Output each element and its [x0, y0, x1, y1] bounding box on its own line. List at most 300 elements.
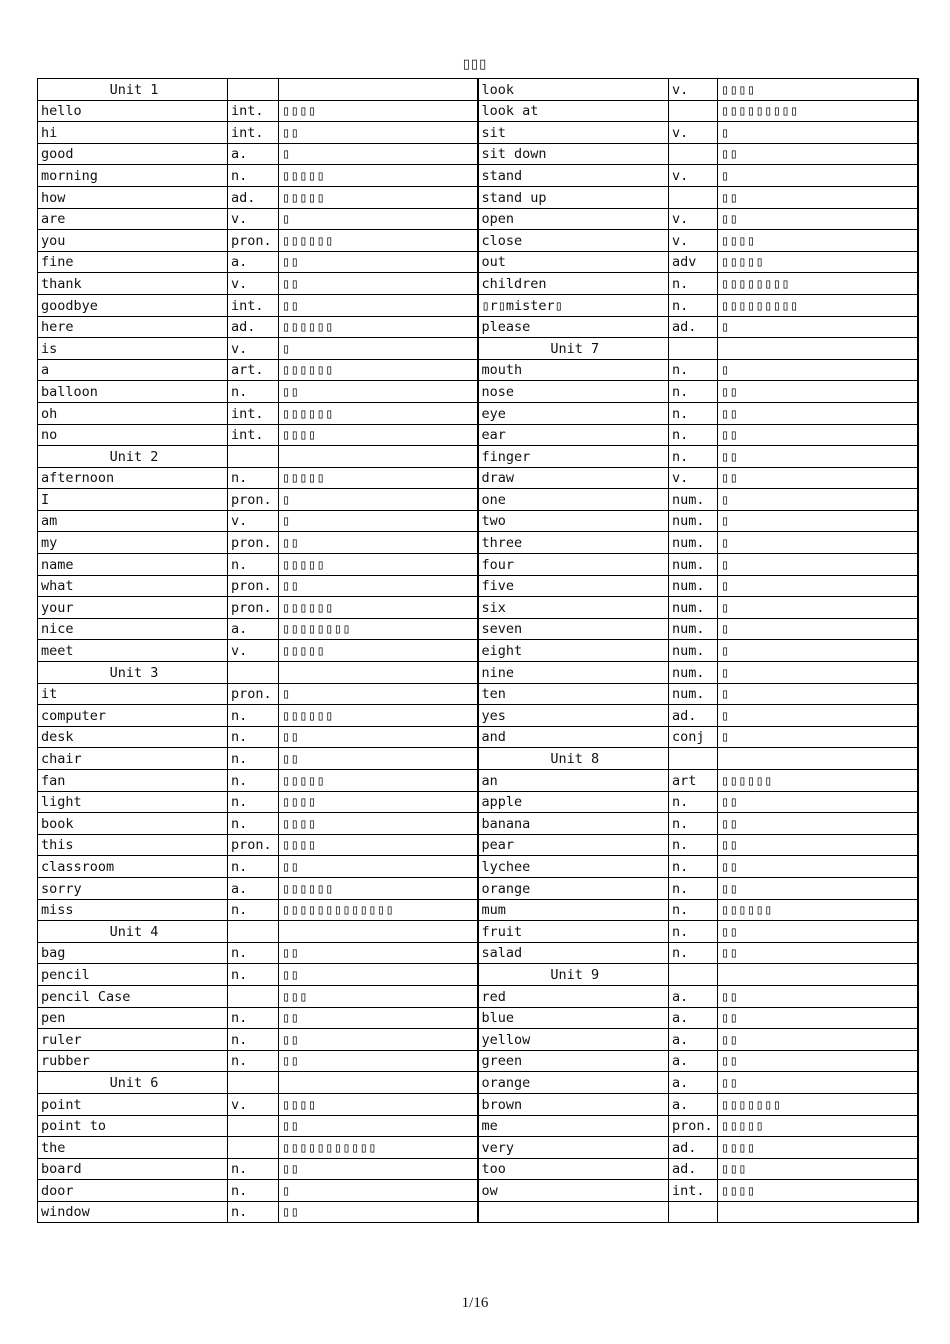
table-row — [38, 899, 918, 921]
table-row — [38, 1180, 918, 1202]
right-translation-cell: ▯▯▯▯▯▯▯▯▯ — [718, 100, 918, 122]
left-word-cell: window — [38, 1201, 228, 1223]
table-row — [38, 467, 918, 489]
left-word-cell: no — [38, 424, 228, 446]
left-word-cell: thank — [38, 273, 228, 295]
right-word-cell: yellow — [478, 1029, 669, 1051]
right-translation-cell — [718, 338, 918, 360]
right-part-of-speech-cell: adv — [669, 251, 718, 273]
right-translation-cell: ▯▯ — [718, 1007, 918, 1029]
unit-heading: Unit 3 — [38, 662, 228, 684]
right-word-cell: two — [478, 510, 669, 532]
right-word-cell: close — [478, 230, 669, 252]
right-part-of-speech-cell — [669, 186, 718, 208]
right-translation-cell: ▯▯▯▯▯ — [718, 1115, 918, 1137]
table-row — [38, 575, 918, 597]
right-translation-cell: ▯ — [718, 165, 918, 187]
left-part-of-speech-cell: pron. — [228, 834, 279, 856]
right-word-cell: too — [478, 1158, 669, 1180]
left-part-of-speech-cell: v. — [228, 1093, 279, 1115]
left-part-of-speech-cell: v. — [228, 510, 279, 532]
right-part-of-speech-cell: n. — [669, 813, 718, 835]
left-translation-cell — [279, 1072, 478, 1094]
right-part-of-speech-cell: num. — [669, 618, 718, 640]
right-part-of-speech-cell: n. — [669, 791, 718, 813]
left-part-of-speech-cell — [228, 446, 279, 468]
table-row — [38, 662, 918, 684]
table-row — [38, 316, 918, 338]
right-word-cell: me — [478, 1115, 669, 1137]
left-word-cell: your — [38, 597, 228, 619]
right-part-of-speech-cell: conj — [669, 726, 718, 748]
right-word-cell: out — [478, 251, 669, 273]
left-translation-cell: ▯▯ — [279, 1007, 478, 1029]
table-row — [38, 640, 918, 662]
left-translation-cell — [279, 662, 478, 684]
right-word-cell: seven — [478, 618, 669, 640]
left-word-cell: door — [38, 1180, 228, 1202]
right-translation-cell: ▯▯ — [718, 856, 918, 878]
left-word-cell: fan — [38, 770, 228, 792]
right-translation-cell: ▯ — [718, 705, 918, 727]
right-word-cell: five — [478, 575, 669, 597]
right-translation-cell: ▯ — [718, 618, 918, 640]
left-part-of-speech-cell: a. — [228, 251, 279, 273]
left-word-cell: good — [38, 143, 228, 165]
left-translation-cell: ▯▯▯▯▯ — [279, 186, 478, 208]
table-row — [38, 208, 918, 230]
left-translation-cell: ▯▯ — [279, 856, 478, 878]
table-row — [38, 165, 918, 187]
right-translation-cell: ▯ — [718, 683, 918, 705]
table-row — [38, 510, 918, 532]
left-word-cell: what — [38, 575, 228, 597]
right-translation-cell: ▯▯▯▯ — [718, 1180, 918, 1202]
left-part-of-speech-cell: pron. — [228, 575, 279, 597]
right-word-cell: stand — [478, 165, 669, 187]
right-word-cell: orange — [478, 1072, 669, 1094]
left-word-cell: afternoon — [38, 467, 228, 489]
right-part-of-speech-cell — [669, 143, 718, 165]
right-translation-cell: ▯▯ — [718, 877, 918, 899]
table-row — [38, 964, 918, 986]
left-part-of-speech-cell: n. — [228, 1050, 279, 1072]
table-row — [38, 402, 918, 424]
left-part-of-speech-cell: n. — [228, 770, 279, 792]
left-part-of-speech-cell: n. — [228, 813, 279, 835]
right-word-cell: and — [478, 726, 669, 748]
unit-heading: Unit 9 — [478, 964, 669, 986]
right-word-cell: fruit — [478, 921, 669, 943]
left-part-of-speech-cell: pron. — [228, 532, 279, 554]
right-part-of-speech-cell: v. — [669, 79, 718, 101]
right-translation-cell: ▯▯ — [718, 791, 918, 813]
table-row — [38, 726, 918, 748]
left-word-cell: bag — [38, 942, 228, 964]
right-part-of-speech-cell: num. — [669, 510, 718, 532]
right-part-of-speech-cell: ad. — [669, 1158, 718, 1180]
left-translation-cell: ▯▯▯▯▯ — [279, 640, 478, 662]
left-word-cell: goodbye — [38, 294, 228, 316]
left-translation-cell: ▯▯ — [279, 726, 478, 748]
left-part-of-speech-cell: n. — [228, 748, 279, 770]
left-part-of-speech-cell — [228, 1072, 279, 1094]
right-part-of-speech-cell: n. — [669, 273, 718, 295]
right-translation-cell: ▯ — [718, 662, 918, 684]
left-part-of-speech-cell: n. — [228, 791, 279, 813]
right-word-cell: an — [478, 770, 669, 792]
left-part-of-speech-cell — [228, 1115, 279, 1137]
right-word-cell: look at — [478, 100, 669, 122]
left-translation-cell — [279, 79, 478, 101]
left-translation-cell: ▯▯▯▯ — [279, 1093, 478, 1115]
table-row — [38, 1115, 918, 1137]
right-word-cell: ear — [478, 424, 669, 446]
right-part-of-speech-cell: ad. — [669, 316, 718, 338]
left-word-cell: are — [38, 208, 228, 230]
unit-heading: Unit 4 — [38, 921, 228, 943]
right-translation-cell: ▯▯▯▯▯▯▯ — [718, 1093, 918, 1115]
table-row — [38, 683, 918, 705]
right-part-of-speech-cell: n. — [669, 856, 718, 878]
right-translation-cell: ▯▯ — [718, 942, 918, 964]
right-word-cell: draw — [478, 467, 669, 489]
left-word-cell: pencil Case — [38, 985, 228, 1007]
right-translation-cell: ▯ — [718, 640, 918, 662]
table-row — [38, 877, 918, 899]
right-word-cell: banana — [478, 813, 669, 835]
right-word-cell: three — [478, 532, 669, 554]
left-translation-cell: ▯▯▯▯▯▯▯▯▯▯▯ — [279, 1137, 478, 1159]
left-part-of-speech-cell: n. — [228, 942, 279, 964]
right-word-cell: open — [478, 208, 669, 230]
left-part-of-speech-cell: n. — [228, 1007, 279, 1029]
right-part-of-speech-cell: num. — [669, 554, 718, 576]
right-translation-cell: ▯▯ — [718, 1029, 918, 1051]
right-word-cell: ▯r▯mister▯ — [478, 294, 669, 316]
right-part-of-speech-cell: num. — [669, 662, 718, 684]
right-word-cell: please — [478, 316, 669, 338]
vocabulary-table — [37, 78, 919, 1223]
left-word-cell: here — [38, 316, 228, 338]
left-translation-cell — [279, 446, 478, 468]
right-translation-cell: ▯▯▯▯▯▯ — [718, 899, 918, 921]
unit-heading: Unit 2 — [38, 446, 228, 468]
right-part-of-speech-cell: n. — [669, 899, 718, 921]
table-row — [38, 79, 918, 101]
right-part-of-speech-cell: n. — [669, 921, 718, 943]
left-translation-cell: ▯▯▯▯ — [279, 791, 478, 813]
right-translation-cell: ▯▯ — [718, 834, 918, 856]
left-part-of-speech-cell: art. — [228, 359, 279, 381]
right-part-of-speech-cell — [669, 964, 718, 986]
table-row — [38, 834, 918, 856]
right-part-of-speech-cell: ad. — [669, 1137, 718, 1159]
table-row — [38, 143, 918, 165]
left-part-of-speech-cell: n. — [228, 554, 279, 576]
right-part-of-speech-cell: n. — [669, 359, 718, 381]
left-word-cell: light — [38, 791, 228, 813]
right-word-cell: salad — [478, 942, 669, 964]
left-word-cell: board — [38, 1158, 228, 1180]
left-translation-cell: ▯▯ — [279, 1029, 478, 1051]
right-translation-cell: ▯▯ — [718, 381, 918, 403]
right-translation-cell: ▯▯▯ — [718, 1158, 918, 1180]
left-translation-cell — [279, 921, 478, 943]
right-word-cell: children — [478, 273, 669, 295]
right-word-cell: eight — [478, 640, 669, 662]
left-part-of-speech-cell: a. — [228, 143, 279, 165]
left-part-of-speech-cell: int. — [228, 100, 279, 122]
left-part-of-speech-cell: a. — [228, 877, 279, 899]
left-word-cell: rubber — [38, 1050, 228, 1072]
right-translation-cell: ▯ — [718, 726, 918, 748]
left-part-of-speech-cell: v. — [228, 640, 279, 662]
right-part-of-speech-cell: a. — [669, 1072, 718, 1094]
left-part-of-speech-cell: int. — [228, 294, 279, 316]
left-part-of-speech-cell: n. — [228, 165, 279, 187]
left-part-of-speech-cell: n. — [228, 381, 279, 403]
left-word-cell: morning — [38, 165, 228, 187]
table-row — [38, 1007, 918, 1029]
right-part-of-speech-cell: v. — [669, 122, 718, 144]
table-row — [38, 554, 918, 576]
left-translation-cell: ▯▯ — [279, 942, 478, 964]
table-row — [38, 230, 918, 252]
left-word-cell: point to — [38, 1115, 228, 1137]
left-translation-cell: ▯ — [279, 338, 478, 360]
left-part-of-speech-cell: ad. — [228, 316, 279, 338]
left-word-cell: how — [38, 186, 228, 208]
left-translation-cell: ▯▯ — [279, 381, 478, 403]
right-translation-cell — [718, 748, 918, 770]
right-translation-cell: ▯▯ — [718, 985, 918, 1007]
right-word-cell: brown — [478, 1093, 669, 1115]
left-translation-cell: ▯▯▯▯ — [279, 834, 478, 856]
left-part-of-speech-cell: v. — [228, 338, 279, 360]
left-translation-cell: ▯▯ — [279, 964, 478, 986]
left-part-of-speech-cell: int. — [228, 402, 279, 424]
right-word-cell: four — [478, 554, 669, 576]
right-translation-cell: ▯▯ — [718, 813, 918, 835]
left-part-of-speech-cell — [228, 79, 279, 101]
left-word-cell: you — [38, 230, 228, 252]
right-translation-cell: ▯ — [718, 489, 918, 511]
left-part-of-speech-cell — [228, 985, 279, 1007]
right-word-cell: yes — [478, 705, 669, 727]
right-part-of-speech-cell: int. — [669, 1180, 718, 1202]
left-translation-cell: ▯▯▯▯▯▯ — [279, 230, 478, 252]
right-part-of-speech-cell: n. — [669, 877, 718, 899]
left-part-of-speech-cell: n. — [228, 467, 279, 489]
right-word-cell: orange — [478, 877, 669, 899]
left-translation-cell: ▯▯▯▯ — [279, 813, 478, 835]
right-word-cell: sit — [478, 122, 669, 144]
table-row — [38, 1201, 918, 1223]
right-part-of-speech-cell: n. — [669, 942, 718, 964]
left-part-of-speech-cell: int. — [228, 424, 279, 446]
table-row — [38, 1137, 918, 1159]
left-word-cell: fine — [38, 251, 228, 273]
left-word-cell: meet — [38, 640, 228, 662]
right-word-cell: nine — [478, 662, 669, 684]
right-translation-cell: ▯▯ — [718, 402, 918, 424]
left-part-of-speech-cell: n. — [228, 964, 279, 986]
table-row — [38, 446, 918, 468]
right-translation-cell: ▯▯ — [718, 467, 918, 489]
right-word-cell: red — [478, 985, 669, 1007]
right-translation-cell: ▯▯ — [718, 186, 918, 208]
right-translation-cell: ▯▯ — [718, 1050, 918, 1072]
left-translation-cell: ▯▯ — [279, 273, 478, 295]
left-part-of-speech-cell: n. — [228, 1158, 279, 1180]
right-word-cell: very — [478, 1137, 669, 1159]
right-translation-cell: ▯▯▯▯▯▯▯▯▯ — [718, 294, 918, 316]
right-part-of-speech-cell: a. — [669, 1007, 718, 1029]
right-word-cell: stand up — [478, 186, 669, 208]
right-part-of-speech-cell: a. — [669, 1093, 718, 1115]
right-translation-cell: ▯ — [718, 316, 918, 338]
left-translation-cell: ▯▯▯▯▯▯ — [279, 402, 478, 424]
left-translation-cell: ▯▯▯▯▯ — [279, 770, 478, 792]
table-row — [38, 791, 918, 813]
right-word-cell: ow — [478, 1180, 669, 1202]
left-part-of-speech-cell — [228, 662, 279, 684]
left-word-cell: it — [38, 683, 228, 705]
left-translation-cell: ▯▯ — [279, 294, 478, 316]
right-translation-cell: ▯▯▯▯ — [718, 1137, 918, 1159]
unit-heading: Unit 8 — [478, 748, 669, 770]
left-word-cell: oh — [38, 402, 228, 424]
left-translation-cell: ▯▯▯▯▯ — [279, 554, 478, 576]
right-translation-cell: ▯▯ — [718, 1072, 918, 1094]
right-part-of-speech-cell: n. — [669, 834, 718, 856]
unit-heading: Unit 1 — [38, 79, 228, 101]
left-word-cell: hello — [38, 100, 228, 122]
right-part-of-speech-cell: pron. — [669, 1115, 718, 1137]
left-translation-cell: ▯▯▯▯▯▯ — [279, 705, 478, 727]
table-row — [38, 856, 918, 878]
left-word-cell: a — [38, 359, 228, 381]
left-part-of-speech-cell — [228, 1137, 279, 1159]
left-word-cell: balloon — [38, 381, 228, 403]
right-part-of-speech-cell: v. — [669, 230, 718, 252]
left-word-cell: nice — [38, 618, 228, 640]
table-row — [38, 122, 918, 144]
table-row — [38, 770, 918, 792]
right-part-of-speech-cell: num. — [669, 575, 718, 597]
left-part-of-speech-cell: a. — [228, 618, 279, 640]
table-row — [38, 618, 918, 640]
left-word-cell: this — [38, 834, 228, 856]
table-row — [38, 1050, 918, 1072]
table-row — [38, 1093, 918, 1115]
left-translation-cell: ▯ — [279, 489, 478, 511]
table-row — [38, 100, 918, 122]
left-word-cell: pen — [38, 1007, 228, 1029]
table-row — [38, 748, 918, 770]
left-part-of-speech-cell: n. — [228, 705, 279, 727]
left-translation-cell: ▯▯▯▯▯▯ — [279, 316, 478, 338]
right-translation-cell: ▯▯▯▯▯▯▯▯ — [718, 273, 918, 295]
table-row — [38, 424, 918, 446]
left-part-of-speech-cell — [228, 921, 279, 943]
left-part-of-speech-cell: n. — [228, 1180, 279, 1202]
right-translation-cell — [718, 964, 918, 986]
left-translation-cell: ▯ — [279, 143, 478, 165]
right-part-of-speech-cell: n. — [669, 294, 718, 316]
left-word-cell: the — [38, 1137, 228, 1159]
right-translation-cell: ▯▯ — [718, 446, 918, 468]
table-row — [38, 359, 918, 381]
left-translation-cell: ▯ — [279, 683, 478, 705]
right-part-of-speech-cell: num. — [669, 597, 718, 619]
table-row — [38, 186, 918, 208]
left-word-cell: computer — [38, 705, 228, 727]
left-word-cell: desk — [38, 726, 228, 748]
left-translation-cell: ▯▯ — [279, 1050, 478, 1072]
right-word-cell: one — [478, 489, 669, 511]
table-row — [38, 705, 918, 727]
right-translation-cell: ▯ — [718, 597, 918, 619]
left-word-cell: pencil — [38, 964, 228, 986]
left-part-of-speech-cell: n. — [228, 1201, 279, 1223]
right-part-of-speech-cell: num. — [669, 489, 718, 511]
right-part-of-speech-cell: v. — [669, 208, 718, 230]
right-part-of-speech-cell: a. — [669, 985, 718, 1007]
right-word-cell: mouth — [478, 359, 669, 381]
right-translation-cell: ▯▯ — [718, 208, 918, 230]
right-translation-cell: ▯▯▯▯ — [718, 230, 918, 252]
left-word-cell: miss — [38, 899, 228, 921]
left-translation-cell: ▯ — [279, 1180, 478, 1202]
left-part-of-speech-cell: pron. — [228, 597, 279, 619]
left-translation-cell: ▯▯▯▯▯ — [279, 165, 478, 187]
left-translation-cell: ▯▯ — [279, 1115, 478, 1137]
left-translation-cell: ▯▯▯▯ — [279, 424, 478, 446]
right-translation-cell: ▯▯ — [718, 143, 918, 165]
right-word-cell: mum — [478, 899, 669, 921]
left-translation-cell: ▯▯▯▯ — [279, 100, 478, 122]
right-part-of-speech-cell: a. — [669, 1029, 718, 1051]
table-row — [38, 813, 918, 835]
right-part-of-speech-cell: art — [669, 770, 718, 792]
left-word-cell: am — [38, 510, 228, 532]
right-part-of-speech-cell — [669, 338, 718, 360]
table-row — [38, 489, 918, 511]
right-translation-cell: ▯▯▯▯▯▯ — [718, 770, 918, 792]
right-translation-cell: ▯▯▯▯▯ — [718, 251, 918, 273]
right-part-of-speech-cell — [669, 748, 718, 770]
right-translation-cell: ▯ — [718, 122, 918, 144]
table-row — [38, 1158, 918, 1180]
left-translation-cell: ▯▯▯▯▯ — [279, 467, 478, 489]
right-part-of-speech-cell: num. — [669, 532, 718, 554]
left-translation-cell: ▯▯▯▯▯▯ — [279, 877, 478, 899]
table-row — [38, 597, 918, 619]
right-word-cell: sit down — [478, 143, 669, 165]
table-row — [38, 381, 918, 403]
right-translation-cell — [718, 1201, 918, 1223]
table-row — [38, 942, 918, 964]
left-part-of-speech-cell: v. — [228, 208, 279, 230]
left-word-cell: chair — [38, 748, 228, 770]
left-word-cell: book — [38, 813, 228, 835]
right-word-cell: apple — [478, 791, 669, 813]
page-title: ▯▯▯ — [462, 57, 488, 72]
table-row — [38, 921, 918, 943]
right-translation-cell: ▯ — [718, 532, 918, 554]
